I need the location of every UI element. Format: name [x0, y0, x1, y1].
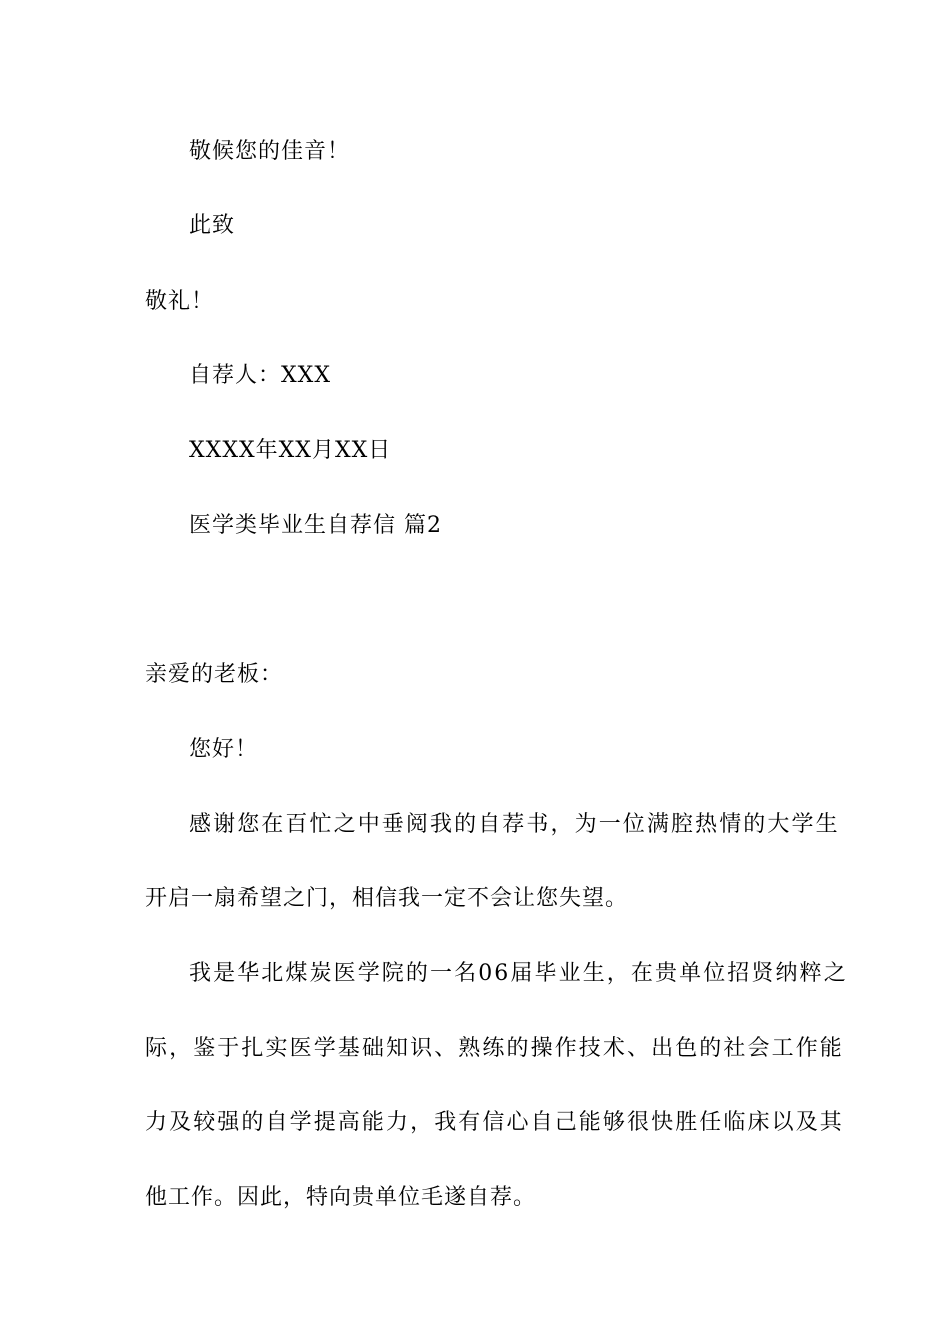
paragraph-2-line-4: 他工作。因此，特向贵单位毛遂自荐。	[145, 1185, 537, 1210]
paragraph-1-line-2: 开启一扇希望之门，相信我一定不会让您失望。	[145, 886, 629, 911]
signature-line: 自荐人：XXX	[189, 363, 331, 388]
paragraph-2-line-3: 力及较强的自学提高能力，我有信心自己能够很快胜任临床以及其	[145, 1110, 844, 1135]
paragraph-1-line-1: 感谢您在百忙之中垂阅我的自荐书，为一位满腔热情的大学生	[189, 812, 840, 837]
closing-jingli: 敬礼！	[145, 289, 215, 314]
closing-cizhi: 此致	[189, 213, 236, 238]
salutation: 亲爱的老板：	[145, 662, 284, 687]
closing-await-reply: 敬候您的佳音！	[189, 139, 351, 164]
paragraph-2-line-1: 我是华北煤炭医学院的一名06届毕业生，在贵单位招贤纳粹之	[189, 961, 848, 986]
paragraph-2-line-2: 际，鉴于扎实医学基础知识、熟练的操作技术、出色的社会工作能	[145, 1036, 844, 1061]
date-line: XXXX年XX月XX日	[189, 438, 392, 463]
section-heading: 医学类毕业生自荐信 篇2	[189, 513, 442, 538]
greeting: 您好！	[189, 737, 259, 762]
